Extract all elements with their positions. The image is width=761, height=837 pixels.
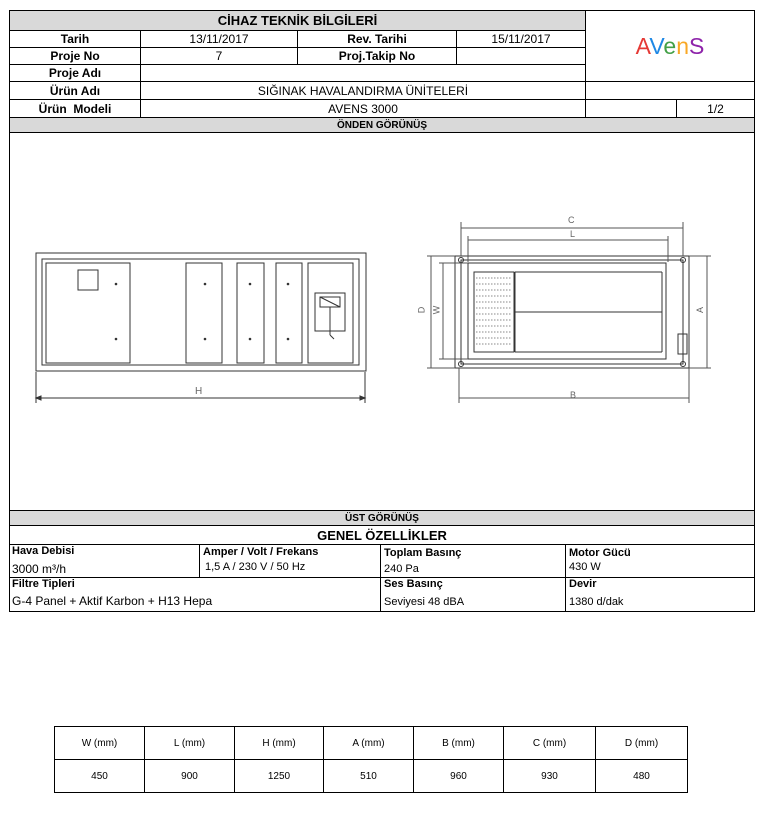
front-view-unit — [36, 253, 366, 371]
dim-value-a: 510 — [324, 760, 414, 793]
specs-title: GENEL ÖZELLİKLER — [317, 527, 447, 543]
project-no-label: Proje No — [50, 49, 100, 63]
dim-value-l: 900 — [145, 760, 235, 793]
product-model-value: AVENS 3000 — [328, 101, 398, 116]
label-h: H — [195, 386, 203, 397]
air-flow-label: Hava Debisi — [12, 545, 75, 557]
dim-value-c: 930 — [504, 760, 596, 793]
project-tracking-label: Proj.Takip No — [338, 49, 416, 63]
top-view-label: ÜST GÖRÜNÜŞ — [10, 511, 754, 525]
product-name-label: Ürün Adı — [49, 83, 101, 98]
label-c: C — [568, 215, 575, 225]
dim-value-w: 450 — [55, 760, 145, 793]
sound-pressure-value: Seviyesi 48 dBA — [384, 596, 465, 608]
side-view-unit — [455, 256, 689, 368]
dim-header-c: C (mm) — [504, 727, 596, 760]
dim-value-b: 960 — [414, 760, 504, 793]
dim-header-l: L (mm) — [145, 727, 235, 760]
revision-date-value: 15/11/2017 — [491, 32, 551, 46]
sheet-title: CİHAZ TEKNİK BİLGİLERİ — [10, 11, 585, 30]
label-a: A — [695, 306, 706, 314]
air-flow-value: 3000 m³/h — [12, 562, 67, 576]
motor-power-label: Motor Gücü — [569, 547, 631, 559]
dimensions-table — [54, 726, 688, 793]
logo-letter: e — [663, 32, 677, 59]
project-no-value: 7 — [215, 49, 223, 63]
logo-letter: A — [635, 32, 650, 59]
label-b: B — [570, 390, 577, 400]
front-view-label: ÖNDEN GÖRÜNÜŞ — [10, 118, 754, 132]
logo-letter: S — [688, 32, 705, 59]
label-l: L — [570, 229, 576, 239]
date-label: Tarih — [60, 32, 90, 46]
project-name-label: Proje Adı — [48, 66, 102, 80]
dim-value-d: 480 — [596, 760, 688, 793]
date-value: 13/11/2017 — [189, 32, 249, 46]
dim-header-d: D (mm) — [596, 727, 688, 760]
product-model-label: Ürün Modeli — [38, 101, 112, 116]
dim-header-w: W (mm) — [55, 727, 145, 760]
total-pressure-label: Toplam Basınç — [384, 547, 462, 559]
logo-letter: V — [649, 32, 664, 59]
speed-label: Devir — [569, 578, 597, 590]
label-d: D — [416, 306, 427, 314]
filter-types-label: Filtre Tipleri — [12, 578, 75, 590]
dim-header-a: A (mm) — [324, 727, 414, 760]
dimensions-value-row — [55, 760, 688, 793]
electrical-value: 1,5 A / 230 V / 50 Hz — [205, 561, 306, 573]
page-number: 1/2 — [707, 101, 724, 116]
motor-power-value: 430 W — [569, 561, 601, 573]
revision-date-label: Rev. Tarihi — [347, 32, 407, 46]
dim-value-h: 1250 — [235, 760, 324, 793]
total-pressure-value: 240 Pa — [384, 563, 419, 575]
speed-value: 1380 d/dak — [569, 596, 624, 608]
label-w: W — [431, 305, 442, 315]
dimensions-header-row — [55, 727, 688, 760]
sound-pressure-label: Ses Basınç — [384, 578, 443, 590]
electrical-label: Amper / Volt / Frekans — [203, 546, 319, 558]
product-name-value: SIĞINAK HAVALANDIRMA ÜNİTELERİ — [257, 83, 469, 98]
filter-grille — [476, 278, 512, 344]
logo-letter: n — [676, 32, 689, 59]
dim-header-h: H (mm) — [235, 727, 324, 760]
filter-types-value: G-4 Panel + Aktif Karbon + H13 Hepa — [12, 594, 213, 608]
dim-header-b: B (mm) — [414, 727, 504, 760]
